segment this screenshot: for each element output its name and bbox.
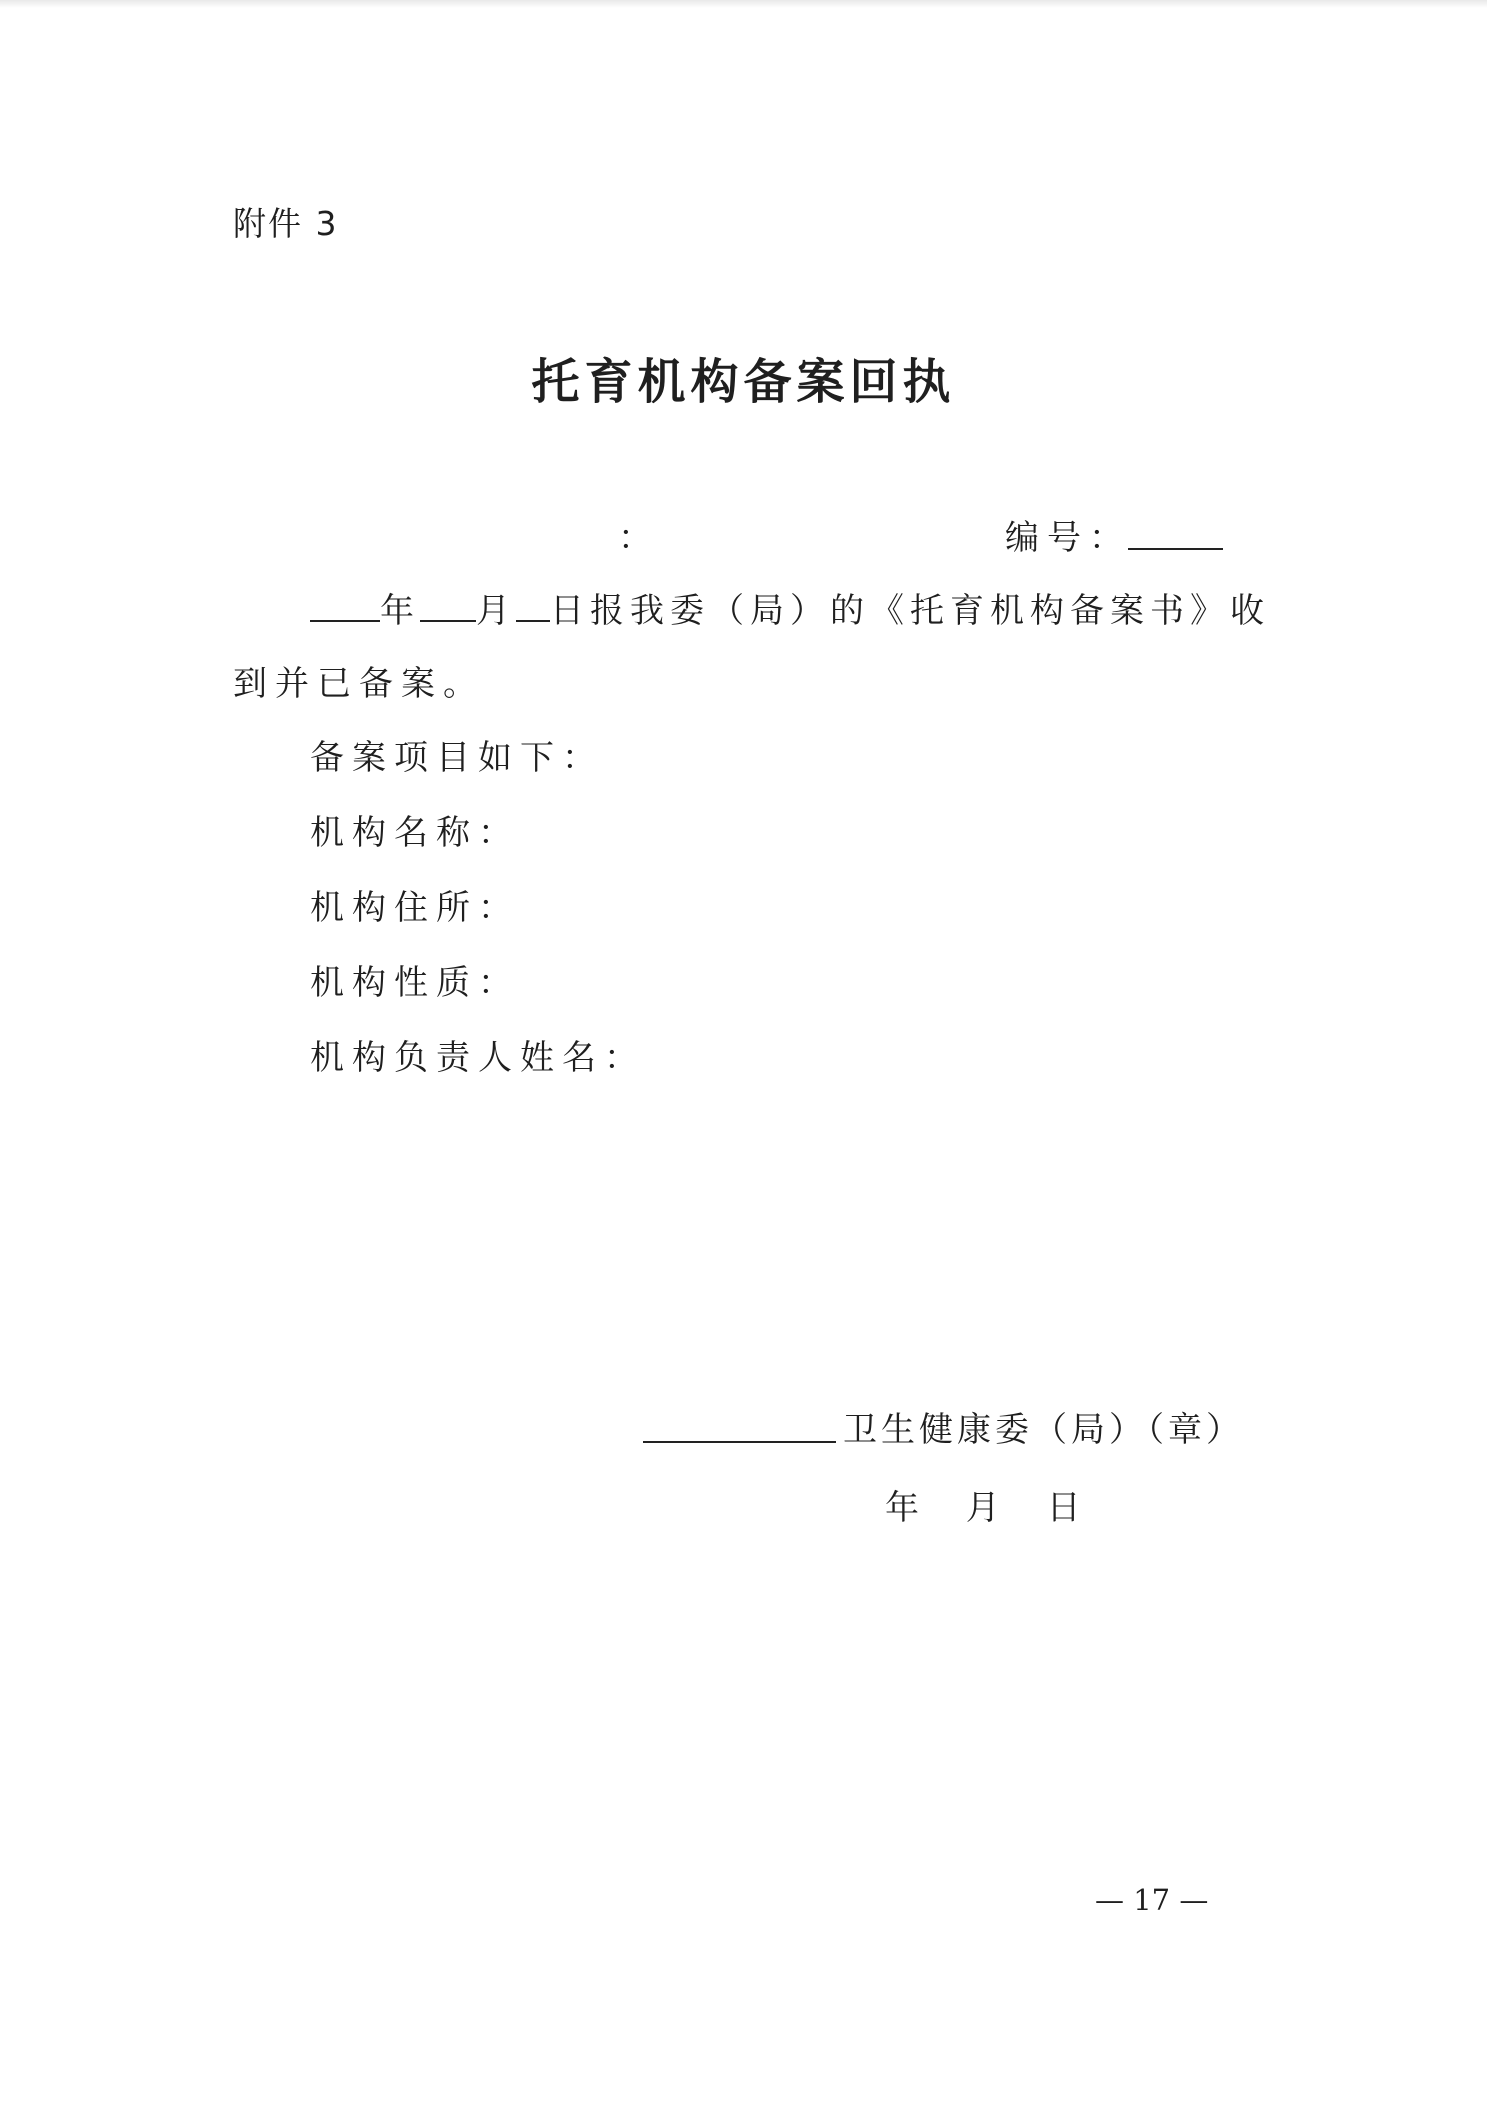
attachment-label: 附件 3 — [233, 204, 339, 243]
item-responsible-person: 机构负责人姓名： — [310, 1038, 646, 1078]
item-address: 机构住所： — [310, 888, 520, 928]
day-blank — [516, 614, 550, 622]
item-nature: 机构性质： — [310, 963, 520, 1003]
page-number: — 17 — — [1095, 1883, 1209, 1917]
number-label: 编号： — [1005, 518, 1131, 558]
receipt-line-continued: 到并已备案。 — [233, 664, 485, 704]
scan-edge — [0, 0, 1487, 8]
addressee-colon: ： — [618, 518, 652, 558]
number-blank — [1128, 548, 1223, 550]
page-title: 托育机构备案回执 — [531, 354, 956, 410]
signature-blank — [643, 1441, 836, 1443]
month-blank — [420, 614, 476, 622]
month-label: 月 — [476, 591, 516, 631]
year-label: 年 — [380, 591, 420, 631]
receipt-line — [310, 583, 1270, 632]
signature-date: 年 月 日 — [885, 1488, 1081, 1528]
receipt-text: 报我委（局）的《托育机构备案书》收 — [590, 591, 1270, 631]
signature-authority: 卫生健康委（局）（章） — [843, 1410, 1244, 1450]
item-name: 机构名称： — [310, 813, 520, 853]
items-heading: 备案项目如下： — [310, 738, 604, 778]
year-blank — [310, 614, 380, 622]
day-label: 日 — [550, 591, 590, 631]
